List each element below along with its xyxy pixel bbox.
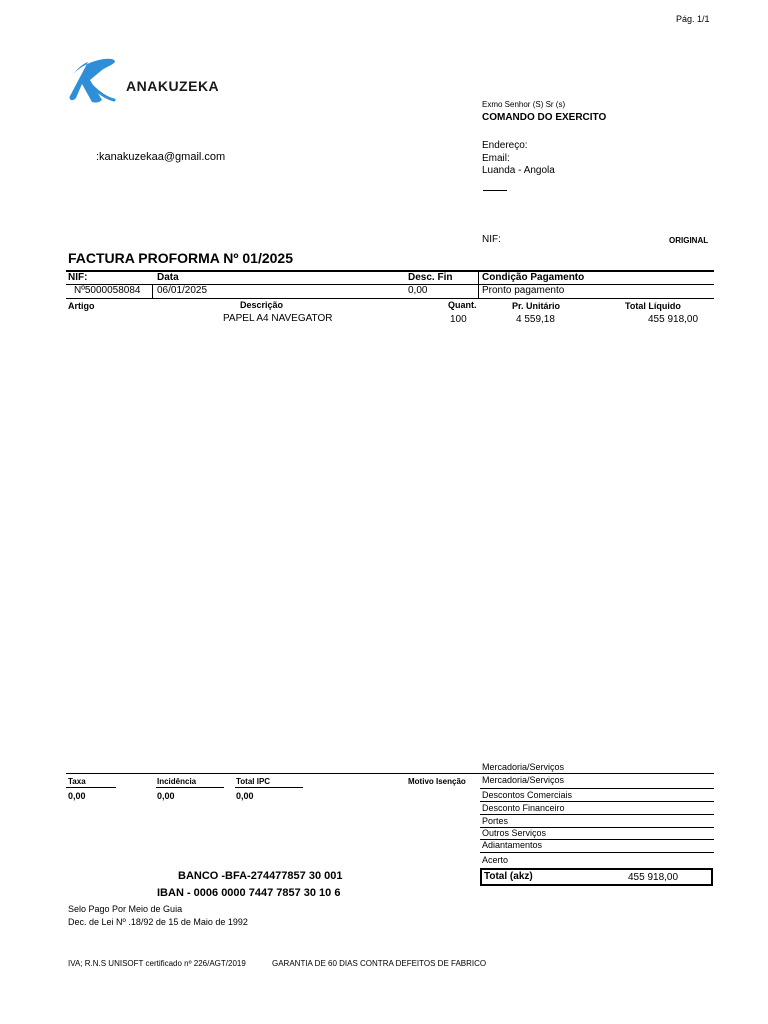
tax-header-exemption: Motivo Isenção: [408, 777, 466, 786]
summary-line: Descontos Comerciais: [482, 790, 573, 800]
total-label: Total (akz): [484, 871, 533, 882]
page-number: Pág. 1/1: [676, 14, 710, 24]
item-quantity: 100: [450, 314, 467, 325]
tax-header-rate: Taxa: [68, 777, 86, 786]
company-logo: [68, 52, 238, 108]
tax-top-rule: [66, 773, 714, 774]
header-date-value: 06/01/2025: [157, 285, 208, 296]
summary-line: Desconto Financeiro: [482, 803, 565, 813]
summary-rule: [480, 852, 714, 853]
client-name: COMANDO DO EXERCITO: [482, 112, 607, 123]
header-payment-label: Condição Pagamento: [482, 272, 585, 283]
tax-rate-value: 0,00: [68, 791, 86, 801]
summary-line: Portes: [482, 816, 509, 826]
tax-header-total-ipc: Total IPC: [236, 777, 271, 786]
tax-incidence-value: 0,00: [157, 791, 175, 801]
client-divider: [483, 190, 507, 191]
header-discount-value: 0,00: [408, 285, 428, 296]
summary-rule: [480, 814, 714, 815]
tax-rule: [156, 787, 224, 788]
client-city: Luanda - Angola: [482, 165, 555, 176]
total-box: [480, 868, 713, 886]
footer-certification: IVA; R.N.S UNISOFT certificado nº 226/AGT/2019: [68, 959, 246, 968]
client-salutation: Exmo Senhor (S) Sr (s): [482, 100, 566, 109]
bank-account: BANCO -BFA-274477857 30 001: [178, 870, 343, 882]
logo-k-icon: [68, 52, 128, 108]
copy-label: ORIGINAL: [669, 236, 709, 245]
stamp-note: Selo Pago Por Meio de Guia: [68, 904, 183, 914]
summary-line: Mercadoria/Serviços: [482, 762, 565, 772]
header-payment-value: Pronto pagamento: [482, 285, 565, 296]
tax-rule: [235, 787, 303, 788]
items-header-unit-price: Pr. Unitário: [512, 301, 561, 311]
summary-line: Mercadoria/Serviços: [482, 775, 565, 785]
header-date-label: Data: [157, 272, 179, 283]
header-nif-label: NIF:: [68, 272, 88, 283]
header-nif-value: Nº5000058084: [74, 285, 141, 296]
client-address-label: Endereço:: [482, 140, 528, 151]
items-header-quantity: Quant.: [448, 300, 477, 310]
law-note: Dec. de Lei Nº .18/92 de 15 de Maio de 1992: [68, 917, 248, 927]
item-unit-price: 4 559,18: [516, 314, 555, 325]
tax-total-ipc-value: 0,00: [236, 791, 254, 801]
tax-rule: [66, 787, 116, 788]
tax-header-incidence: Incidência: [157, 777, 197, 786]
items-header-article: Artigo: [68, 301, 95, 311]
summary-line: Adiantamentos: [482, 840, 543, 850]
items-header-net-total: Total Líquido: [625, 301, 681, 311]
logo-text: ANAKUZEKA: [126, 78, 220, 94]
total-value: 455 918,00: [628, 872, 679, 883]
header-bottom-rule: [66, 298, 714, 299]
company-email: :kanakuzekaa@gmail.com: [96, 151, 226, 163]
bank-iban: IBAN - 0006 0000 7447 7857 30 10 6: [157, 887, 341, 899]
header-cell-divider: [152, 284, 153, 298]
item-net-total: 455 918,00: [648, 314, 699, 325]
summary-line: Acerto: [482, 855, 509, 865]
client-email-label: Email:: [482, 153, 510, 164]
invoice-title: FACTURA PROFORMA Nº 01/2025: [68, 250, 294, 266]
client-nif-label: NIF:: [482, 234, 501, 245]
header-discount-label: Desc. Fin: [408, 272, 453, 283]
item-description: PAPEL A4 NAVEGATOR: [223, 313, 333, 324]
header-cell-divider: [478, 270, 479, 298]
summary-rule: [480, 788, 714, 789]
footer-warranty: GARANTIA DE 60 DIAS CONTRA DEFEITOS DE FABRICO: [272, 959, 487, 968]
summary-rule: [480, 801, 714, 802]
summary-line: Outros Serviços: [482, 828, 547, 838]
items-header-description: Descrição: [240, 300, 284, 310]
